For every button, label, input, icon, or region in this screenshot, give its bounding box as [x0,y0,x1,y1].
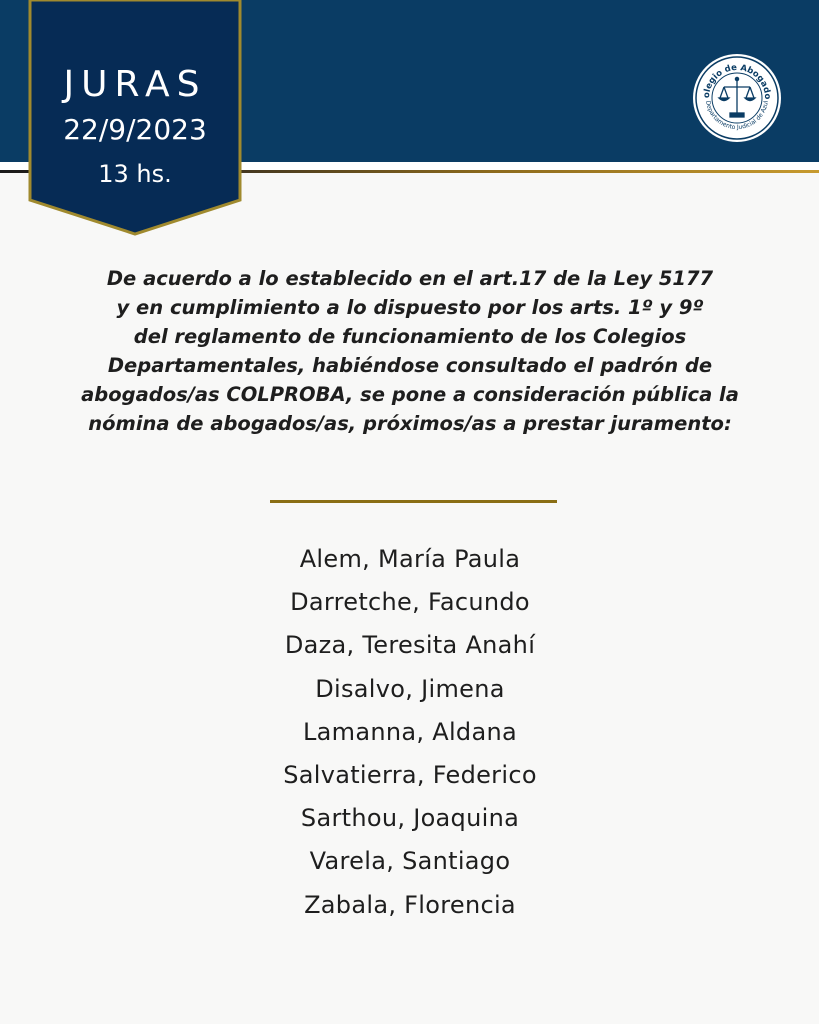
logo-bottom-text: Departamento Judicial de Azul [704,100,770,132]
list-item: Varela, Santiago [309,847,511,876]
list-item: Alem, María Paula [299,545,521,573]
list-item: Salvatierra, Federico [283,760,537,789]
intro-line: nómina de abogados/as, próximos/as a prestar juramento: [88,412,732,435]
badge-title: JURAS [63,64,207,105]
logo-top-text: olegio de Abogado [701,62,773,100]
intro-line: del reglamento de funcionamiento de los Colegios [133,325,687,348]
list-item: Darretche, Facundo [290,588,530,617]
list-item: Lamanna, Aldana [303,717,517,746]
intro-line: Departamentales, habiéndose consultado el padrón de [107,354,713,377]
colegio-logo [692,53,782,143]
gold-divider [270,500,557,503]
intro-line: abogados/as COLPROBA, se pone a consideración pública la [81,383,739,406]
date-badge [28,0,242,238]
list-item: Zabala, Florencia [304,890,516,919]
intro-paragraph [60,264,760,438]
intro-line: De acuerdo a lo establecido en el art.17 de la Ley 5177 [106,267,714,290]
list-item: Disalvo, Jimena [315,674,505,703]
intro-line: y en cumplimiento a lo dispuesto por los arts. 1º y 9º [116,296,704,319]
badge-date: 22/9/2023 [63,113,207,146]
list-item: Daza, Teresita Anahí [284,631,536,660]
list-item: Sarthou, Joaquina [300,804,520,833]
badge-time: 13 hs. [98,160,172,188]
names-list [160,538,660,927]
